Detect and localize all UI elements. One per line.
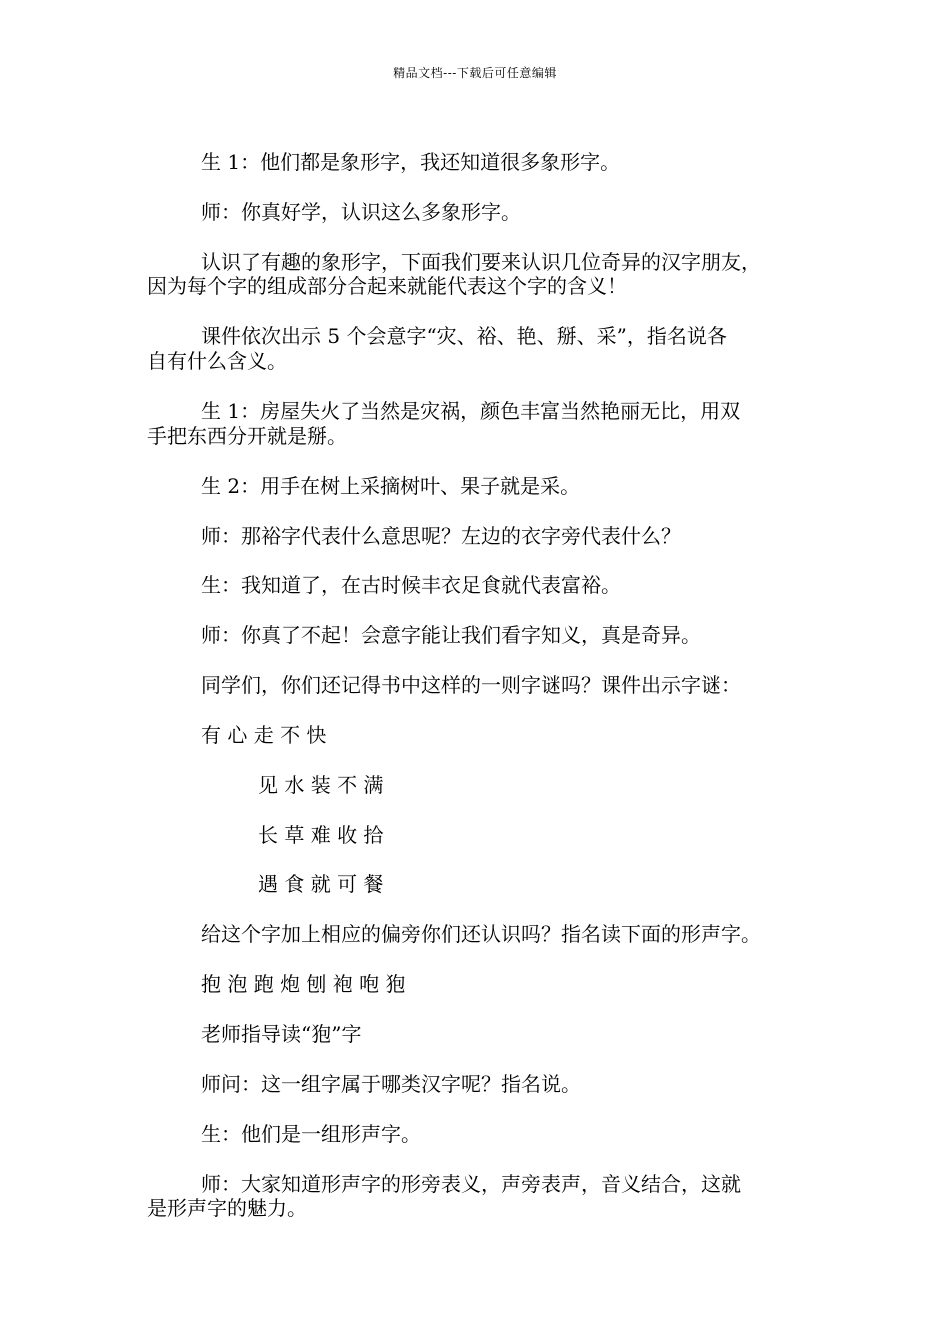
paragraph-line: 给这个字加上相应的偏旁你们还认识吗？指名读下面的形声字。 <box>201 922 761 946</box>
paragraph-line: 师：你真了不起！会意字能让我们看字知义，真是奇异。 <box>201 623 701 647</box>
paragraph-line: 师：那裕字代表什么意思呢？左边的衣字旁代表什么？ <box>201 524 681 548</box>
paragraph-line: 师：大家知道形声字的形旁表义，声旁表声，音义结合，这就 <box>201 1172 741 1196</box>
riddle-line: 遇 食 就 可 餐 <box>258 872 384 896</box>
riddle-line: 有 心 走 不 快 <box>201 723 327 747</box>
paragraph-line: 老师指导读“狍”字 <box>201 1022 362 1046</box>
page-header: 精品文档---下载后可任意编辑 <box>393 66 557 80</box>
paragraph-line: 认识了有趣的象形字，下面我们要来认识几位奇异的汉字朋友， <box>201 250 761 274</box>
paragraph-line: 生 1：他们都是象形字，我还知道很多象形字。 <box>201 150 621 174</box>
riddle-line: 见 水 装 不 满 <box>258 773 384 797</box>
paragraph-line: 同学们，你们还记得书中这样的一则字谜吗？课件出示字谜： <box>201 673 741 697</box>
riddle-line: 长 草 难 收 拾 <box>258 823 384 847</box>
paragraph-line: 生：我知道了，在古时候丰衣足食就代表富裕。 <box>201 573 621 597</box>
character-list-line: 抱 泡 跑 炮 刨 袍 咆 狍 <box>201 972 406 996</box>
paragraph-line: 生 2：用手在树上采摘树叶、果子就是采。 <box>201 474 581 498</box>
paragraph-line: 师问：这一组字属于哪类汉字呢？指名说。 <box>201 1072 581 1096</box>
paragraph-line: 课件依次出示 5 个会意字“灾、裕、艳、掰、采”，指名说各 <box>201 324 727 348</box>
paragraph-line: 是形声字的魅力。 <box>147 1196 307 1220</box>
paragraph-line: 师：你真好学，认识这么多象形字。 <box>201 200 521 224</box>
paragraph-line: 手把东西分开就是掰。 <box>147 424 347 448</box>
paragraph-line: 生：他们是一组形声字。 <box>201 1122 421 1146</box>
paragraph-line: 自有什么含义。 <box>147 349 287 373</box>
paragraph-line: 因为每个字的组成部分合起来就能代表这个字的含义！ <box>147 274 627 298</box>
paragraph-line: 生 1：房屋失火了当然是灾祸，颜色丰富当然艳丽无比，用双 <box>201 399 741 423</box>
